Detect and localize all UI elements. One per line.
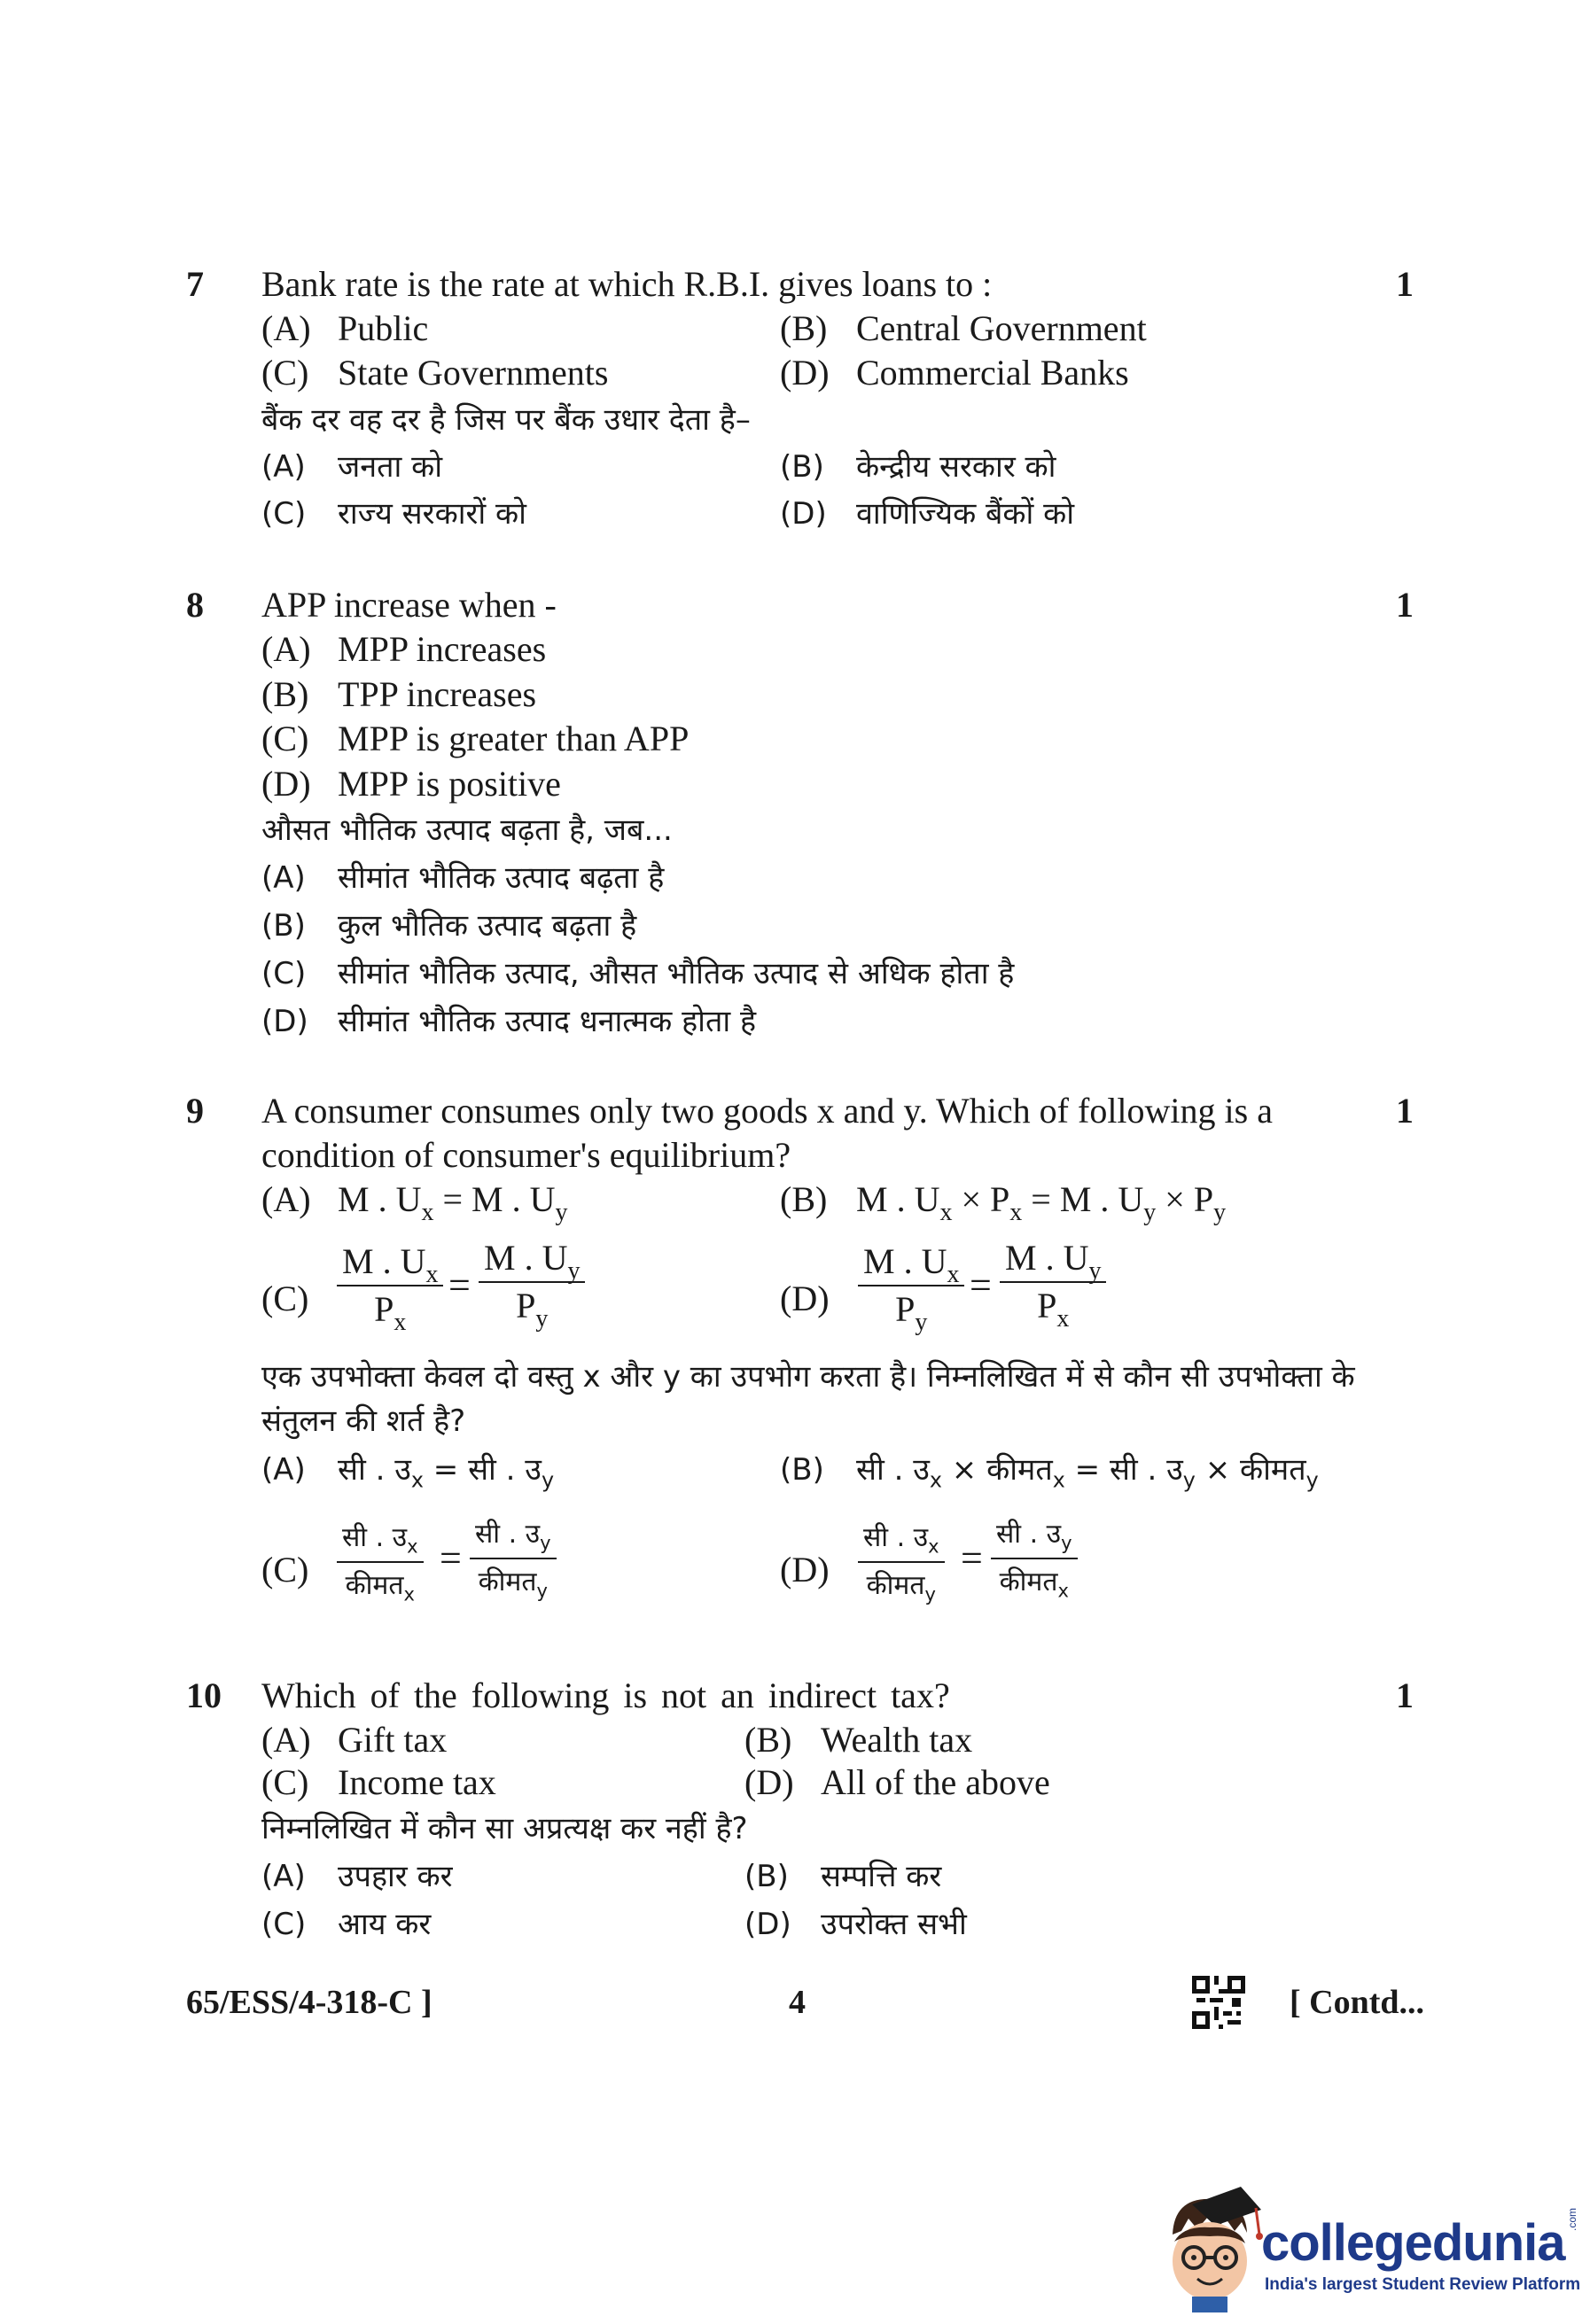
question-text-hi: औसत भौतिक उत्पाद बढ़ता है, जब... <box>261 812 673 848</box>
option-hi: (A) उपहार कर <box>261 1859 453 1894</box>
page-number: 4 <box>789 1984 806 2021</box>
question-number: 9 <box>186 1091 204 1131</box>
option-hi-d-label: (D) <box>780 1550 830 1589</box>
question-number: 7 <box>186 264 204 304</box>
fraction: सी . उ$_y$ कीमत$_x$ <box>991 1512 1078 1605</box>
option-en-b: (B) M . $U_x \times P_x = M$ . $U_y \times P_y$ <box>780 1179 1227 1226</box>
equals-sign: = <box>970 1263 992 1307</box>
option-hi-b: (B) सी . उ$_x$ × कीमत$_x$ = सी . उ$_y$ × कीमत$_y$ <box>780 1452 1319 1493</box>
option-en: (A) MPP increases <box>261 629 547 669</box>
option-hi: (A) जनता को <box>261 449 443 485</box>
option-hi: (B) केन्द्रीय सरकार को <box>780 449 1056 485</box>
option-hi: (B) कुल भौतिक उत्पाद बढ़ता है <box>261 908 637 944</box>
question-text-en: Bank rate is the rate at which R.B.I. gives loans to : <box>261 264 993 304</box>
paper-code: 65/ESS/4-318-C ] <box>186 1984 433 2021</box>
equals-sign: = <box>448 1263 471 1307</box>
fraction: $\frac{M . U_x}{P_x}$ <box>337 1239 443 1333</box>
option-hi: (A) सीमांत भौतिक उत्पाद बढ़ता है <box>261 860 665 896</box>
continued-marker: [ Contd... <box>1290 1984 1425 2021</box>
option-hi-a: (A) सी . उ$_x$ = सी . उ$_y$ <box>261 1452 555 1493</box>
option-en-c-label: (C) <box>261 1279 309 1318</box>
question-marks: 1 <box>1396 1675 1414 1715</box>
question-text-hi: निम्नलिखित में कौन सा अप्रत्यक्ष कर नहीं है? <box>261 1811 748 1846</box>
brand-tagline: India's largest Student Review Platform <box>1265 2275 1581 2294</box>
option-en: (B) Wealth tax <box>744 1720 973 1760</box>
fraction: $\frac{M . U_y}{P_y}$ <box>479 1235 585 1329</box>
brand-name: collegedunia <box>1261 2214 1565 2272</box>
option-en: (C) Income tax <box>261 1762 496 1802</box>
option-hi-c-label: (C) <box>261 1550 309 1589</box>
option-hi: (C) राज्य सरकारों को <box>261 496 526 532</box>
question-text-hi: बैंक दर वह दर है जिस पर बैंक उधार देता है– <box>261 402 751 438</box>
option-en: (A) Gift tax <box>261 1720 448 1760</box>
mascot-icon <box>1157 2180 1263 2312</box>
equals-sign: = <box>961 1536 983 1580</box>
fraction: $\frac{M . U_y}{P_x}$ <box>1000 1235 1106 1329</box>
fraction: सी . उ$_x$ कीमत$_x$ <box>337 1515 424 1609</box>
question-text-en-line2: condition of consumer's equilibrium? <box>261 1135 791 1175</box>
option-en: (B) Central Government <box>780 308 1147 348</box>
equals-sign: = <box>440 1536 462 1580</box>
option-en: (A) Public <box>261 308 429 348</box>
option-hi: (C) सीमांत भौतिक उत्पाद, औसत भौतिक उत्पाद से अधिक होता है <box>261 956 1015 991</box>
question-marks: 1 <box>1396 585 1414 625</box>
question-marks: 1 <box>1396 264 1414 304</box>
question-text-en: APP increase when - <box>261 585 557 625</box>
option-en-d-label: (D) <box>780 1279 830 1318</box>
question-number: 10 <box>186 1675 222 1715</box>
fraction: सी . उ$_x$ कीमत$_y$ <box>858 1515 945 1609</box>
qr-code-icon <box>1192 1976 1245 2029</box>
question-text-hi-line1: एक उपभोक्ता केवल दो वस्तु x और y का उपभोग करता है। निम्नलिखित में से कौन सी उपभोक्ता के <box>261 1359 1355 1395</box>
option-en: (B) TPP increases <box>261 674 537 714</box>
option-en-a: (A) M . $U_x = M$ . $U_y$ <box>261 1179 568 1226</box>
fraction: सी . उ$_y$ कीमत$_y$ <box>470 1512 557 1605</box>
option-en: (C) MPP is greater than APP <box>261 719 690 758</box>
question-text-hi-line2: संतुलन की शर्त है? <box>261 1403 466 1439</box>
question-number: 8 <box>186 585 204 625</box>
question-text-en-line1: A consumer consumes only two goods x and y. Which of following is a <box>261 1091 1273 1131</box>
option-hi: (C) आय कर <box>261 1907 432 1942</box>
option-en: (D) Commercial Banks <box>780 353 1129 393</box>
brand-suffix: .com <box>1566 2207 1578 2231</box>
collegedunia-logo <box>1157 2180 1581 2312</box>
option-hi: (D) सीमांत भौतिक उत्पाद धनात्मक होता है <box>261 1004 756 1039</box>
option-hi: (D) वाणिज्यिक बैंकों को <box>780 496 1075 532</box>
fraction: $\frac{M . U_x}{P_y}$ <box>858 1239 964 1333</box>
option-en: (C) State Governments <box>261 353 609 393</box>
option-hi: (D) उपरोक्त सभी <box>744 1907 967 1942</box>
option-en: (D) MPP is positive <box>261 764 561 804</box>
option-en: (D) All of the above <box>744 1762 1050 1802</box>
question-text-en: Which of the following is not an indirect tax? <box>261 1675 950 1715</box>
option-hi: (B) सम्पत्ति कर <box>744 1859 942 1894</box>
question-marks: 1 <box>1396 1091 1414 1131</box>
